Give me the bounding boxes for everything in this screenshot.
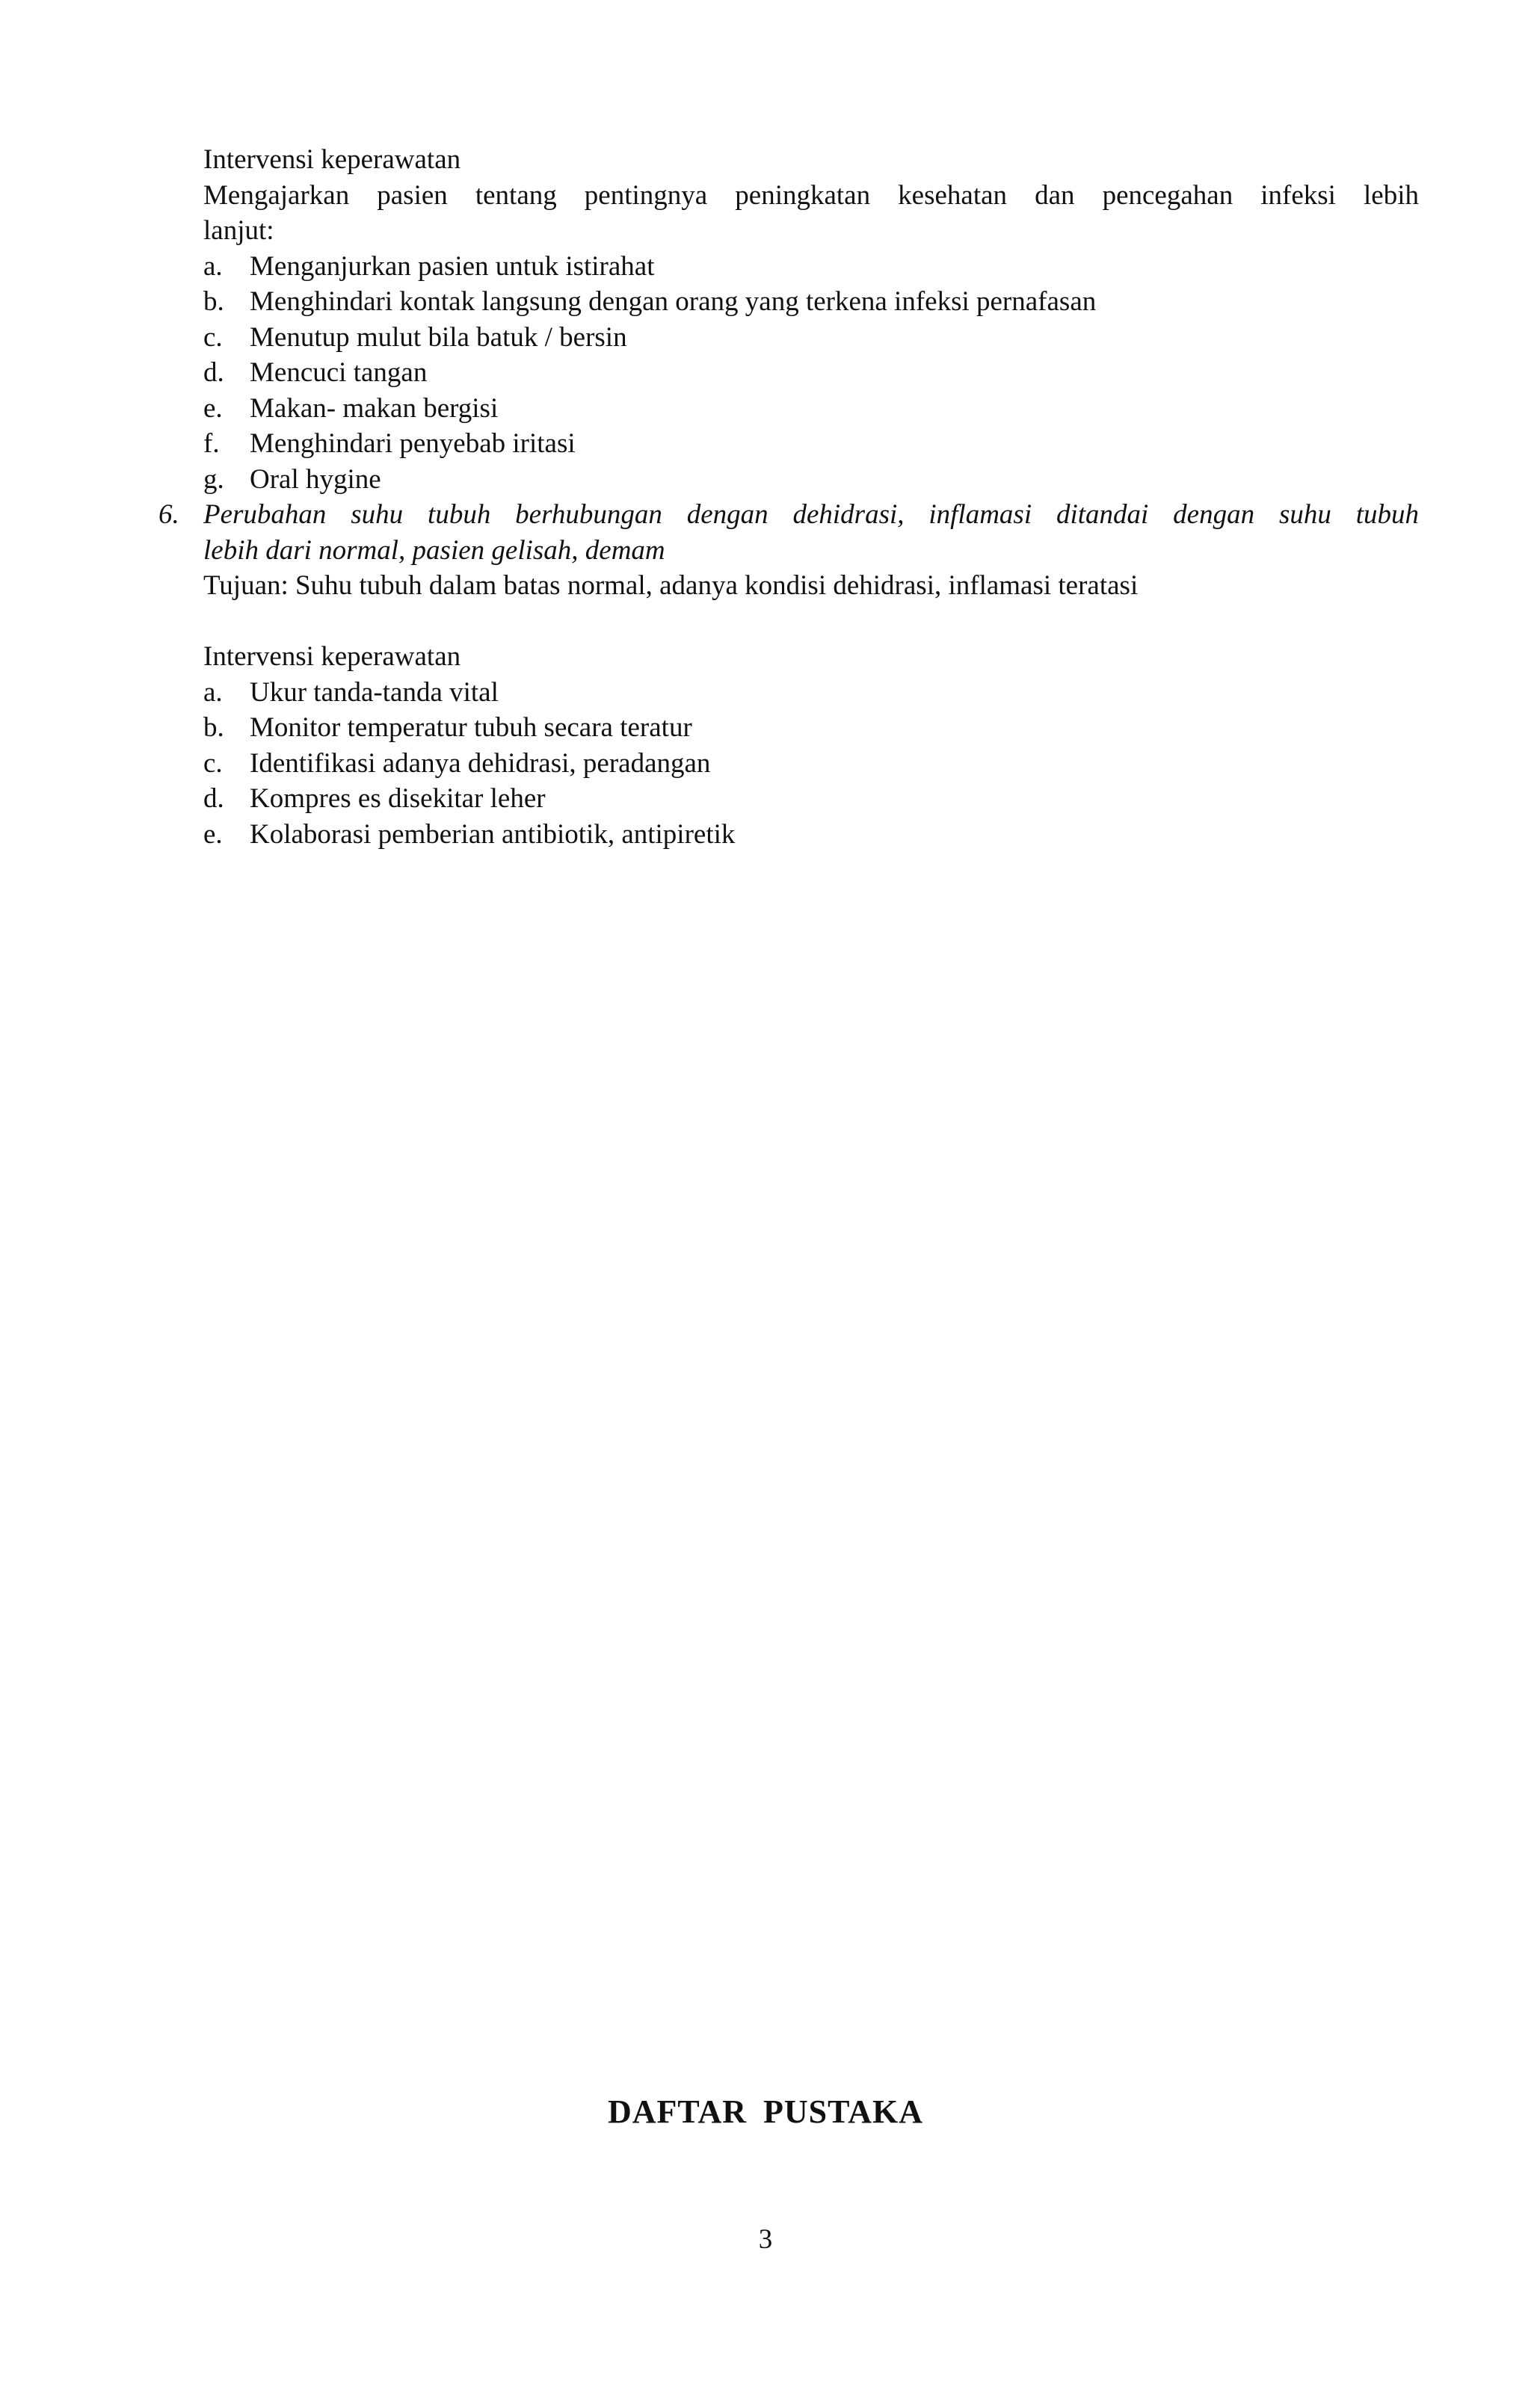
section6-diagnosis-text bbox=[203, 497, 1419, 568]
list-marker: d. bbox=[203, 783, 224, 814]
list-item-text: Menghindari kontak langsung dengan orang yang terkena infeksi pernafasan bbox=[250, 286, 1097, 317]
list-item bbox=[203, 710, 1419, 746]
list-marker: a. bbox=[203, 250, 223, 282]
page-body bbox=[158, 142, 1419, 852]
page-number: 3 bbox=[758, 2224, 773, 2255]
list-item-text: Ukur tanda-tanda vital bbox=[250, 676, 499, 708]
list-item bbox=[203, 462, 1419, 498]
list-marker: c. bbox=[203, 747, 223, 779]
section5-intervention-heading: Intervensi keperawatan bbox=[203, 144, 461, 175]
blank-line bbox=[203, 604, 1419, 640]
section6-diagnosis-line2: lebih dari normal, pasien gelisah, demam bbox=[203, 534, 665, 566]
section6-number: 6. bbox=[158, 499, 179, 530]
list-marker: c. bbox=[203, 321, 223, 353]
list-item-text: Oral hygine bbox=[250, 463, 381, 495]
list-marker: d. bbox=[203, 357, 224, 388]
list-item-text: Menutup mulut bila batuk / bersin bbox=[250, 321, 627, 353]
list-item bbox=[203, 391, 1419, 427]
list-item bbox=[203, 355, 1419, 391]
list-item-text: Menghindari penyebab iritasi bbox=[250, 428, 576, 459]
bibliography-heading: DAFTAR PUSTAKA bbox=[607, 2093, 924, 2130]
list-item-text: Menganjurkan pasien untuk istirahat bbox=[250, 250, 655, 282]
section6-intervention-heading: Intervensi keperawatan bbox=[203, 641, 461, 672]
list-item bbox=[203, 675, 1419, 711]
list-item bbox=[203, 249, 1419, 285]
list-item bbox=[203, 746, 1419, 782]
section6-intervention-list bbox=[203, 675, 1419, 853]
section6-goal: Tujuan: Suhu tubuh dalam batas normal, adanya kondisi dehidrasi, inflamasi teratasi bbox=[203, 570, 1139, 601]
section5-block bbox=[158, 142, 1419, 497]
section5-intervention-list bbox=[203, 249, 1419, 498]
list-item-text: Mencuci tangan bbox=[250, 357, 428, 388]
list-item bbox=[203, 320, 1419, 356]
list-marker: f. bbox=[203, 428, 220, 459]
list-item-text: Monitor temperatur tubuh secara teratur bbox=[250, 712, 692, 743]
list-item bbox=[203, 426, 1419, 462]
list-item-text: Kolaborasi pemberian antibiotik, antipiretik bbox=[250, 818, 736, 850]
section5-intro-line2: lanjut: bbox=[203, 215, 274, 246]
list-marker: e. bbox=[203, 392, 223, 424]
section6-diagnosis bbox=[158, 497, 1419, 568]
list-item-text: Identifikasi adanya dehidrasi, peradangan bbox=[250, 747, 711, 779]
list-item-text: Kompres es disekitar leher bbox=[250, 783, 546, 814]
section6-diagnosis-line1: Perubahan suhu tubuh berhubungan dengan dehidrasi, inflamasi ditandai dengan suhu tubuh bbox=[203, 499, 1419, 530]
list-item-text: Makan- makan bergisi bbox=[250, 392, 499, 424]
list-marker: a. bbox=[203, 676, 223, 708]
list-item bbox=[203, 817, 1419, 853]
list-marker: e. bbox=[203, 818, 223, 850]
list-item bbox=[203, 781, 1419, 817]
section6-block bbox=[158, 568, 1419, 852]
list-marker: b. bbox=[203, 286, 224, 317]
list-marker: g. bbox=[203, 463, 224, 495]
list-item bbox=[203, 284, 1419, 320]
list-marker: b. bbox=[203, 712, 224, 743]
section5-intro-line1: Mengajarkan pasien tentang pentingnya peningkatan kesehatan dan pencegahan infeksi lebih bbox=[203, 179, 1419, 211]
